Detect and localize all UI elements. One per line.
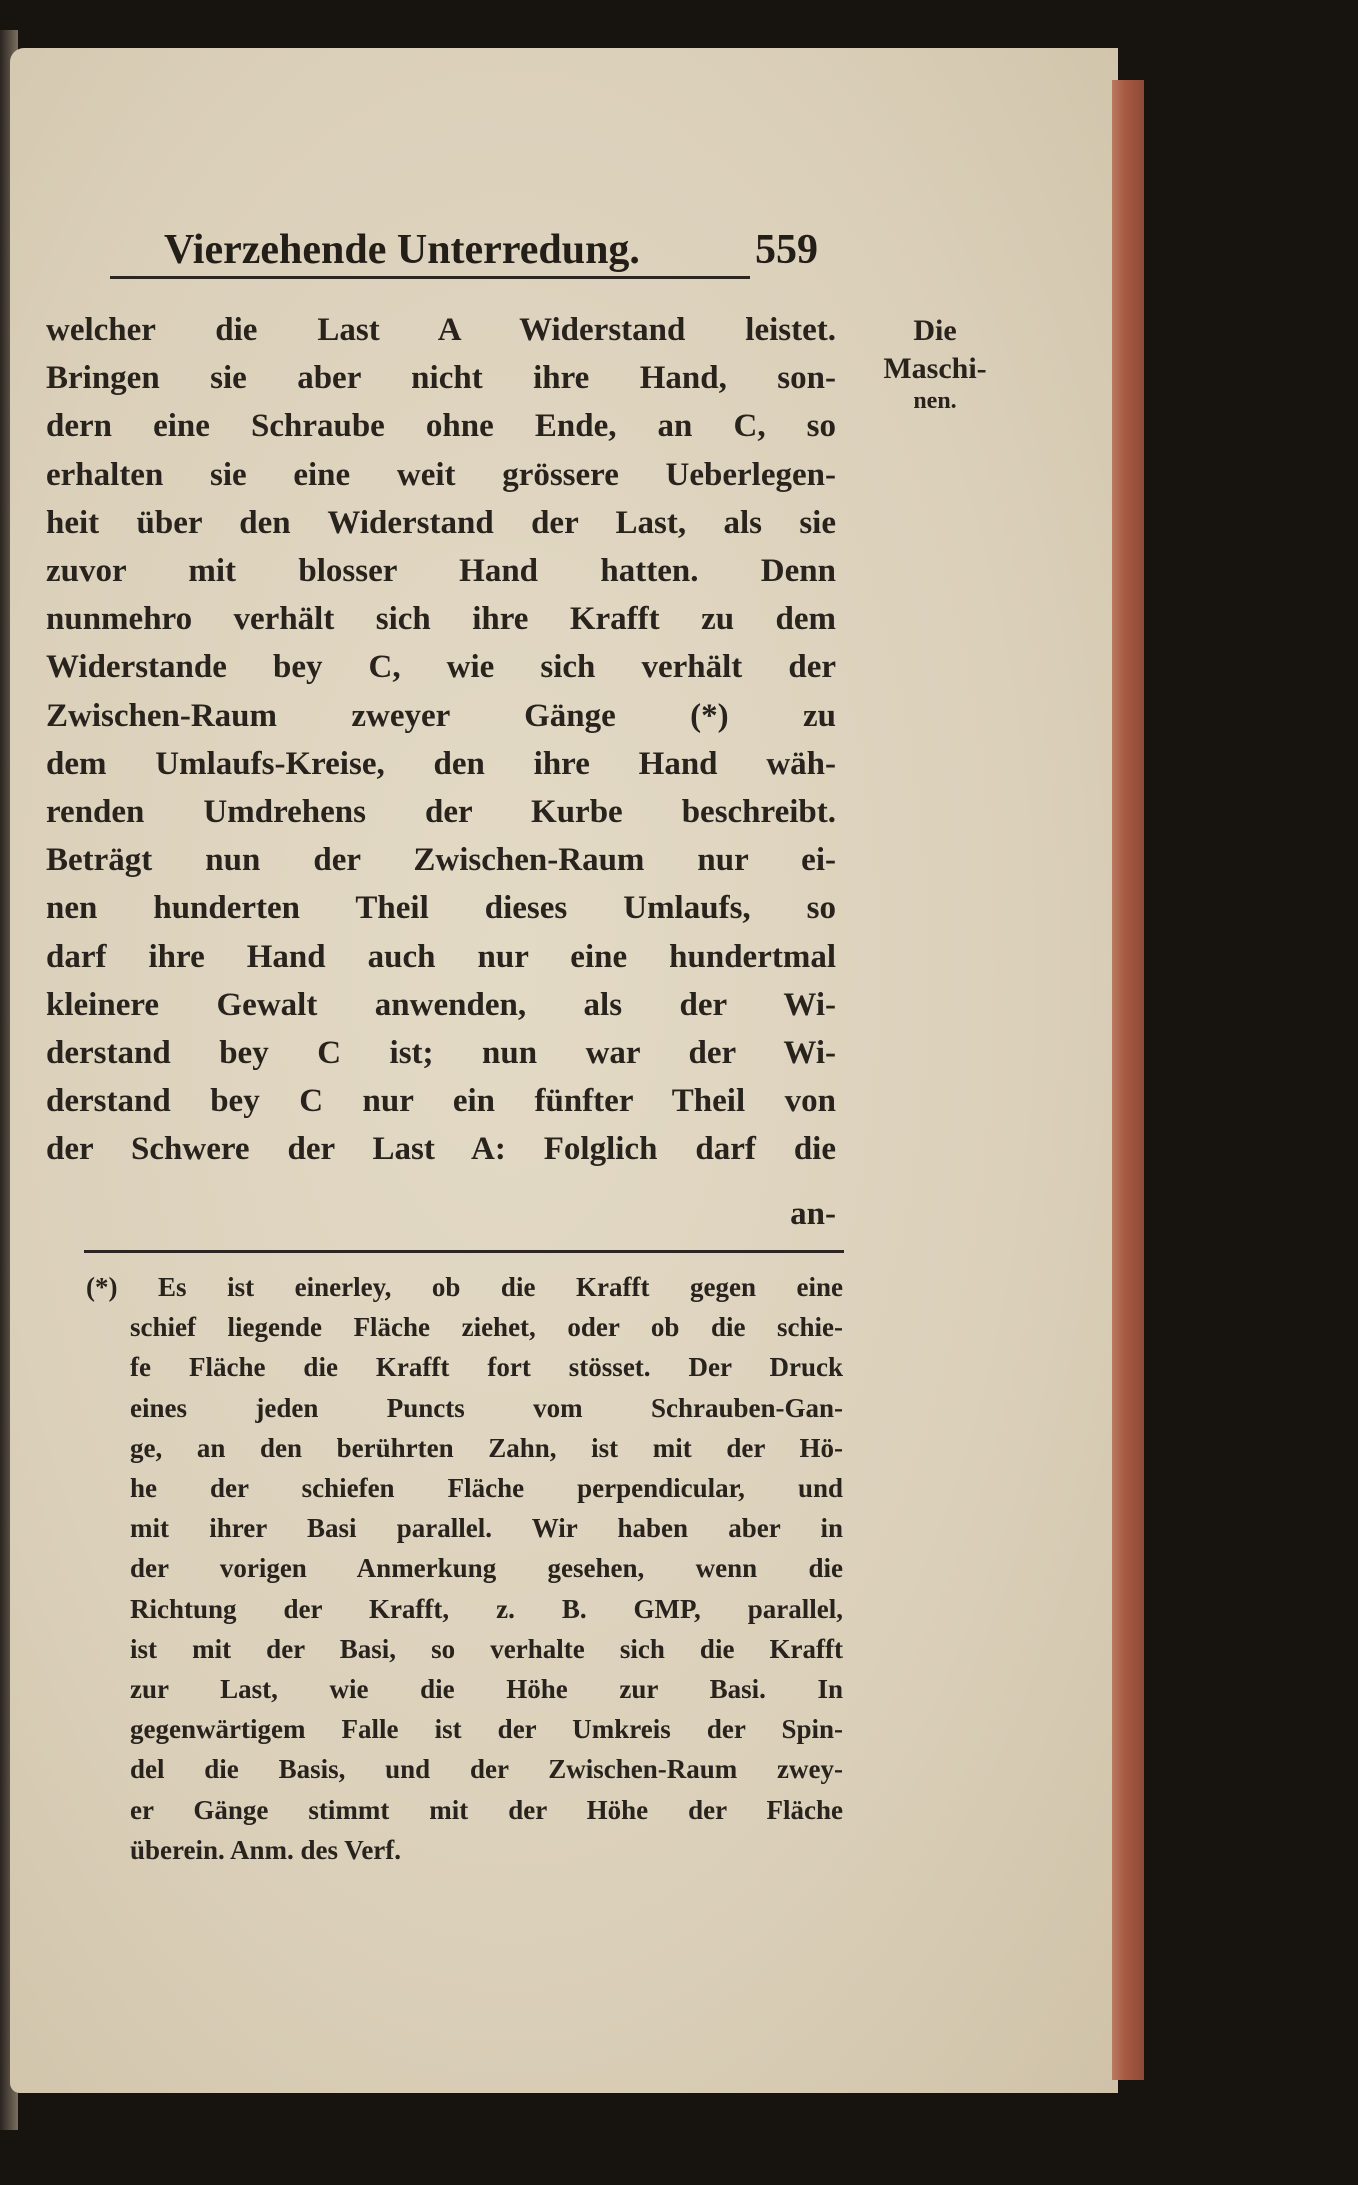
body-line: Zwischen-Raum zweyer Gänge (*) zu bbox=[46, 697, 836, 734]
margin-note bbox=[860, 312, 1010, 414]
body-line: renden Umdrehens der Kurbe beschreibt. bbox=[46, 794, 836, 830]
footnote-line: ge, an den berührten Zahn, ist mit der Hö- bbox=[130, 1432, 843, 1463]
body-line: der Schwere der Last A: Folglich darf die bbox=[46, 1131, 836, 1168]
body-line: Bringen sie aber nicht ihre Hand, son- bbox=[46, 360, 836, 397]
body-line: erhalten sie eine weit grössere Ueberlegen- bbox=[46, 456, 836, 493]
footnote-line: er Gänge stimmt mit der Höhe der Fläche bbox=[130, 1794, 843, 1825]
footnote-line: mit ihrer Basi parallel. Wir haben aber in bbox=[130, 1513, 843, 1544]
body-line: nen hunderten Theil dieses Umlaufs, so bbox=[46, 890, 836, 927]
body-line: dern eine Schraube ohne Ende, an C, so bbox=[46, 408, 836, 445]
margin-note-line: nen. bbox=[913, 388, 957, 414]
footnote-line: der vorigen Anmerkung gesehen, wenn die bbox=[130, 1553, 843, 1584]
body-line: zuvor mit blosser Hand hatten. Denn bbox=[46, 553, 836, 589]
footnote-line: überein. Anm. des Verf. bbox=[130, 1834, 402, 1865]
footnote-line: fe Fläche die Krafft fort stösset. Der Druck bbox=[130, 1352, 843, 1383]
footnote-line: (*) Es ist einerley, ob die Krafft gegen eine bbox=[86, 1272, 843, 1302]
footnote-line: he der schiefen Fläche perpendicular, und bbox=[130, 1473, 843, 1503]
body-line: darf ihre Hand auch nur eine hundertmal bbox=[46, 938, 836, 975]
footnote-line: eines jeden Puncts vom Schrauben-Gan- bbox=[130, 1392, 843, 1423]
body-line: Widerstande bey C, wie sich verhält der bbox=[46, 649, 836, 686]
footnote-line: schief liegende Fläche ziehet, oder ob die schie- bbox=[130, 1312, 843, 1343]
body-line: Beträgt nun der Zwischen-Raum nur ei- bbox=[46, 842, 836, 879]
body-line: derstand bey C ist; nun war der Wi- bbox=[46, 1035, 836, 1071]
body-line: heit über den Widerstand der Last, als sie bbox=[46, 504, 836, 541]
footnote-line: gegenwärtigem Falle ist der Umkreis der Spin- bbox=[130, 1714, 843, 1745]
margin-note-line: Die bbox=[913, 314, 957, 347]
margin-note-line: Maschi- bbox=[883, 352, 987, 385]
catchword: an- bbox=[790, 1196, 836, 1232]
footnote-line: del die Basis, und der Zwischen-Raum zwey- bbox=[130, 1754, 843, 1785]
body-line: nunmehro verhält sich ihre Krafft zu dem bbox=[46, 601, 836, 638]
body-line: welcher die Last A Widerstand leistet. bbox=[46, 312, 836, 348]
running-header-title: Vierzehende Unterredung. bbox=[164, 227, 640, 273]
page-edge bbox=[1112, 80, 1144, 2080]
page-number: 559 bbox=[755, 227, 818, 273]
footnote-line: ist mit der Basi, so verhalte sich die Krafft bbox=[130, 1633, 843, 1664]
footnote-line: Richtung der Krafft, z. B. GMP, parallel, bbox=[130, 1593, 843, 1624]
body-line: kleinere Gewalt anwenden, als der Wi- bbox=[46, 986, 836, 1023]
header-rule bbox=[110, 276, 750, 279]
body-line: derstand bey C nur ein fünfter Theil von bbox=[46, 1083, 836, 1120]
body-line: dem Umlaufs-Kreise, den ihre Hand wäh- bbox=[46, 745, 836, 782]
footnote-rule bbox=[84, 1250, 844, 1253]
footnote-line: zur Last, wie die Höhe zur Basi. In bbox=[130, 1674, 843, 1704]
